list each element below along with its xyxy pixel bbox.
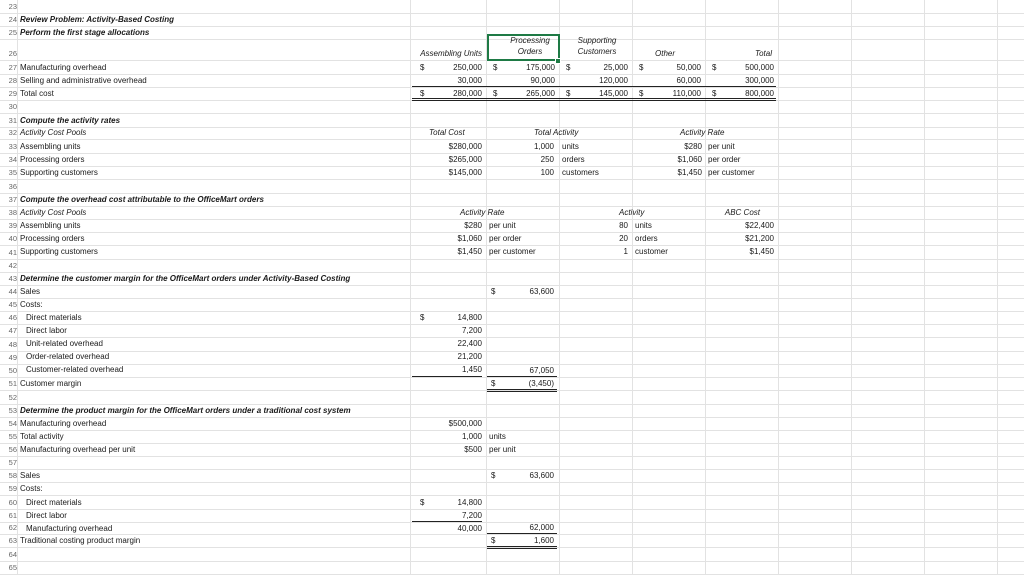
row-divider: [0, 259, 1024, 260]
cost-label: Order-related overhead: [26, 352, 110, 361]
pool-label: Supporting customers: [20, 247, 98, 256]
cost-value: 40,000: [457, 524, 482, 533]
cell-value: 800,000: [745, 89, 774, 98]
total-double-rule: [412, 100, 776, 101]
row-label: Manufacturing overhead: [20, 63, 107, 72]
row-number: 64: [8, 550, 17, 559]
cell-value: 280,000: [453, 89, 482, 98]
cost-value: 22,400: [457, 339, 482, 348]
row-number: 41: [8, 248, 17, 257]
row-number: 24: [8, 15, 17, 24]
row-number: 56: [8, 445, 17, 454]
header-other: Other: [655, 49, 676, 58]
row-divider: [0, 324, 1024, 325]
section-title: Compute the overhead cost attributable to the OfficeMart orders: [20, 195, 264, 204]
rate-unit: per order: [708, 155, 741, 164]
row-number: 34: [8, 155, 17, 164]
col-header-activity-rate: Activity Rate: [460, 208, 505, 217]
col-header-pools: Activity Cost Pools: [20, 128, 87, 137]
overhead-per-unit-label: Manufacturing overhead per unit: [20, 445, 136, 454]
cell-value: 250,000: [453, 63, 482, 72]
row-divider: [0, 495, 1024, 496]
cost-label: Direct labor: [26, 511, 67, 520]
row-number: 58: [8, 471, 17, 480]
currency-sign: $: [712, 63, 717, 72]
row-number: 37: [8, 195, 17, 204]
total-cost: $145,000: [448, 168, 482, 177]
activity-unit: customers: [562, 168, 599, 177]
cost-label: Customer-related overhead: [26, 365, 124, 374]
total-activity-value: 1,000: [461, 432, 482, 441]
cell-value: 120,000: [599, 76, 628, 85]
currency-sign: $: [420, 313, 425, 322]
row-number: 45: [8, 300, 17, 309]
cost-label: Direct materials: [26, 498, 82, 507]
row-number: 31: [8, 116, 17, 125]
row-number: 28: [8, 76, 17, 85]
activity-rate: $1,450: [457, 247, 482, 256]
cell-value: 500,000: [745, 63, 774, 72]
cell-value: 25,000: [603, 63, 628, 72]
row-divider: [0, 337, 1024, 338]
row-number: 59: [8, 484, 17, 493]
subtotal-rule: [412, 376, 482, 377]
mfg-overhead-value: $500,000: [448, 419, 482, 428]
row-number: 65: [8, 563, 17, 572]
mfg-overhead-label: Manufacturing overhead: [20, 419, 107, 428]
fill-handle[interactable]: [555, 58, 561, 64]
row-number: 26: [8, 49, 17, 58]
row-number: 38: [8, 208, 17, 217]
rate-unit: per customer: [489, 247, 536, 256]
total-activity: 100: [540, 168, 554, 177]
activity-rate: $1,060: [677, 155, 702, 164]
row-divider: [0, 561, 1024, 562]
row-number: 60: [8, 498, 17, 507]
currency-sign: $: [712, 89, 717, 98]
col-header-pools: Activity Cost Pools: [20, 208, 87, 217]
total-double-rule: [412, 98, 776, 99]
header-assembling-units: Assembling Units: [420, 49, 482, 58]
header-processing-orders: Processing Orders: [510, 36, 550, 56]
row-number: 32: [8, 128, 17, 137]
col-header-total-cost: Total Cost: [429, 128, 465, 137]
costs-label: Costs:: [20, 300, 43, 309]
sales-value: 63,600: [529, 471, 554, 480]
cost-label: Direct labor: [26, 326, 67, 335]
total-double-rule: [487, 546, 557, 547]
total-double-rule: [487, 389, 557, 390]
header-supporting-customers: Supporting Customers: [577, 36, 617, 56]
pool-label: Processing orders: [20, 155, 85, 164]
total-activity-label: Total activity: [20, 432, 64, 441]
row-divider: [0, 482, 1024, 483]
cell-value: 90,000: [530, 76, 555, 85]
row-number: 57: [8, 458, 17, 467]
row-divider: [0, 113, 1024, 114]
total-cost: $280,000: [448, 142, 482, 151]
activity-unit: units: [635, 221, 652, 230]
row-number: 55: [8, 432, 17, 441]
margin-value: (3,450): [528, 379, 554, 388]
row-number: 43: [8, 274, 17, 283]
row-divider: [0, 456, 1024, 457]
row-number: 50: [8, 366, 17, 375]
overhead-per-unit-value: $500: [464, 445, 482, 454]
row-number: 48: [8, 340, 17, 349]
row-number: 25: [8, 28, 17, 37]
pool-label: Processing orders: [20, 234, 85, 243]
cell-value: 265,000: [526, 89, 555, 98]
row-number: 27: [8, 63, 17, 72]
abc-cost: $22,400: [745, 221, 774, 230]
activity-qty: 20: [619, 234, 628, 243]
subtotal-rule: [412, 86, 776, 87]
abc-cost: $21,200: [745, 234, 774, 243]
sales-label: Sales: [20, 287, 41, 296]
rate-unit: per unit: [708, 142, 735, 151]
currency-sign: $: [639, 63, 644, 72]
costs-label: Costs:: [20, 484, 43, 493]
total-activity-unit: units: [489, 432, 506, 441]
col-header-total-activity: Total Activity: [534, 128, 579, 137]
cell-value: 50,000: [676, 63, 701, 72]
sales-label: Sales: [20, 471, 41, 480]
rate-unit: per unit: [489, 221, 516, 230]
cell-value: 30,000: [457, 76, 482, 85]
row-number: 35: [8, 168, 17, 177]
row-divider: [0, 311, 1024, 312]
col-header-abc-cost: ABC Cost: [724, 208, 760, 217]
activity-rate: $280: [684, 142, 702, 151]
row-number: 23: [8, 2, 17, 11]
row-divider: [0, 417, 1024, 418]
cell-value: 300,000: [745, 76, 774, 85]
row-number: 54: [8, 419, 17, 428]
rate-unit: per customer: [708, 168, 755, 177]
activity-rate: $1,450: [677, 168, 702, 177]
row-number: 36: [8, 182, 17, 191]
row-number: 53: [8, 406, 17, 415]
pool-label: Assembling units: [20, 142, 81, 151]
overhead-per-unit-unit: per unit: [489, 445, 516, 454]
section-title: Compute the activity rates: [20, 116, 121, 125]
col-header-activity-rate: Activity Rate: [680, 128, 725, 137]
row-number: 30: [8, 102, 17, 111]
row-label: Total cost: [20, 89, 54, 98]
activity-rate: $280: [464, 221, 482, 230]
activity-qty: 80: [619, 221, 628, 230]
cost-label: Direct materials: [26, 313, 82, 322]
total-activity: 250: [540, 155, 554, 164]
currency-sign: $: [420, 63, 425, 72]
row-divider: [0, 127, 1024, 128]
pool-label: Supporting customers: [20, 168, 98, 177]
activity-unit: orders: [562, 155, 585, 164]
currency-sign: $: [491, 379, 496, 388]
cell-value: 110,000: [672, 89, 701, 98]
total-cost: $265,000: [448, 155, 482, 164]
cell-value: 60,000: [676, 76, 701, 85]
row-label: Selling and administrative overhead: [20, 76, 147, 85]
total-costs-value: 62,000: [529, 523, 554, 532]
row-divider: [0, 298, 1024, 299]
currency-sign: $: [493, 89, 498, 98]
currency-sign: $: [493, 63, 498, 72]
currency-sign: $: [639, 89, 644, 98]
cost-value: 7,200: [461, 511, 482, 520]
row-number: 29: [8, 89, 17, 98]
cell-value: 145,000: [599, 89, 628, 98]
currency-sign: $: [566, 89, 571, 98]
currency-sign: $: [491, 287, 496, 296]
section-title: Determine the customer margin for the OfficeMart orders under Activity-Based Costing: [20, 274, 351, 283]
row-divider: [0, 509, 1024, 510]
pool-label: Assembling units: [20, 221, 81, 230]
row-divider: [0, 351, 1024, 352]
activity-rate: $1,060: [457, 234, 482, 243]
row-number: 44: [8, 287, 17, 296]
cost-label: Manufacturing overhead: [26, 524, 113, 533]
row-number: 61: [8, 511, 17, 520]
cost-value: 14,800: [457, 498, 482, 507]
selected-cell[interactable]: [487, 34, 560, 61]
total-double-rule: [487, 548, 557, 549]
total-costs-value: 67,050: [529, 366, 554, 375]
row-number: 51: [8, 379, 17, 388]
cost-value: 21,200: [457, 352, 482, 361]
currency-sign: $: [566, 63, 571, 72]
section-subtitle: Perform the first stage allocations: [20, 28, 150, 37]
total-double-rule: [487, 391, 557, 392]
margin-value: 1,600: [533, 536, 554, 545]
activity-qty: 1: [623, 247, 628, 256]
cell-value: 175,000: [526, 63, 555, 72]
cost-value: 14,800: [457, 313, 482, 322]
header-total: Total: [754, 49, 772, 58]
row-number: 49: [8, 353, 17, 362]
col-header-activity: Activity: [619, 208, 645, 217]
row-number: 62: [8, 523, 17, 532]
abc-cost: $1,450: [749, 247, 774, 256]
cost-value: 7,200: [461, 326, 482, 335]
row-divider: [0, 26, 1024, 27]
rate-unit: per order: [489, 234, 522, 243]
activity-unit: units: [562, 142, 579, 151]
section-title: Determine the product margin for the OfficeMart orders under a traditional cost system: [20, 406, 351, 415]
row-number: 39: [8, 221, 17, 230]
section-title: Review Problem: Activity-Based Costing: [20, 15, 174, 24]
row-number: 47: [8, 326, 17, 335]
margin-label: Customer margin: [20, 379, 82, 388]
total-activity: 1,000: [533, 142, 554, 151]
row-number: 52: [8, 393, 17, 402]
row-divider: [0, 430, 1024, 431]
row-number: 46: [8, 313, 17, 322]
row-divider: [0, 179, 1024, 180]
row-number: 33: [8, 142, 17, 151]
cost-label: Unit-related overhead: [26, 339, 103, 348]
row-divider: [0, 206, 1024, 207]
row-number: 40: [8, 234, 17, 243]
currency-sign: $: [420, 498, 425, 507]
row-number: 63: [8, 536, 17, 545]
activity-unit: orders: [635, 234, 658, 243]
margin-label: Traditional costing product margin: [20, 536, 141, 545]
cost-value: 1,450: [461, 365, 482, 374]
sales-value: 63,600: [529, 287, 554, 296]
currency-sign: $: [420, 89, 425, 98]
subtotal-rule: [412, 521, 482, 522]
currency-sign: $: [491, 471, 496, 480]
row-number: 42: [8, 261, 17, 270]
activity-unit: customer: [635, 247, 668, 256]
currency-sign: $: [491, 536, 496, 545]
